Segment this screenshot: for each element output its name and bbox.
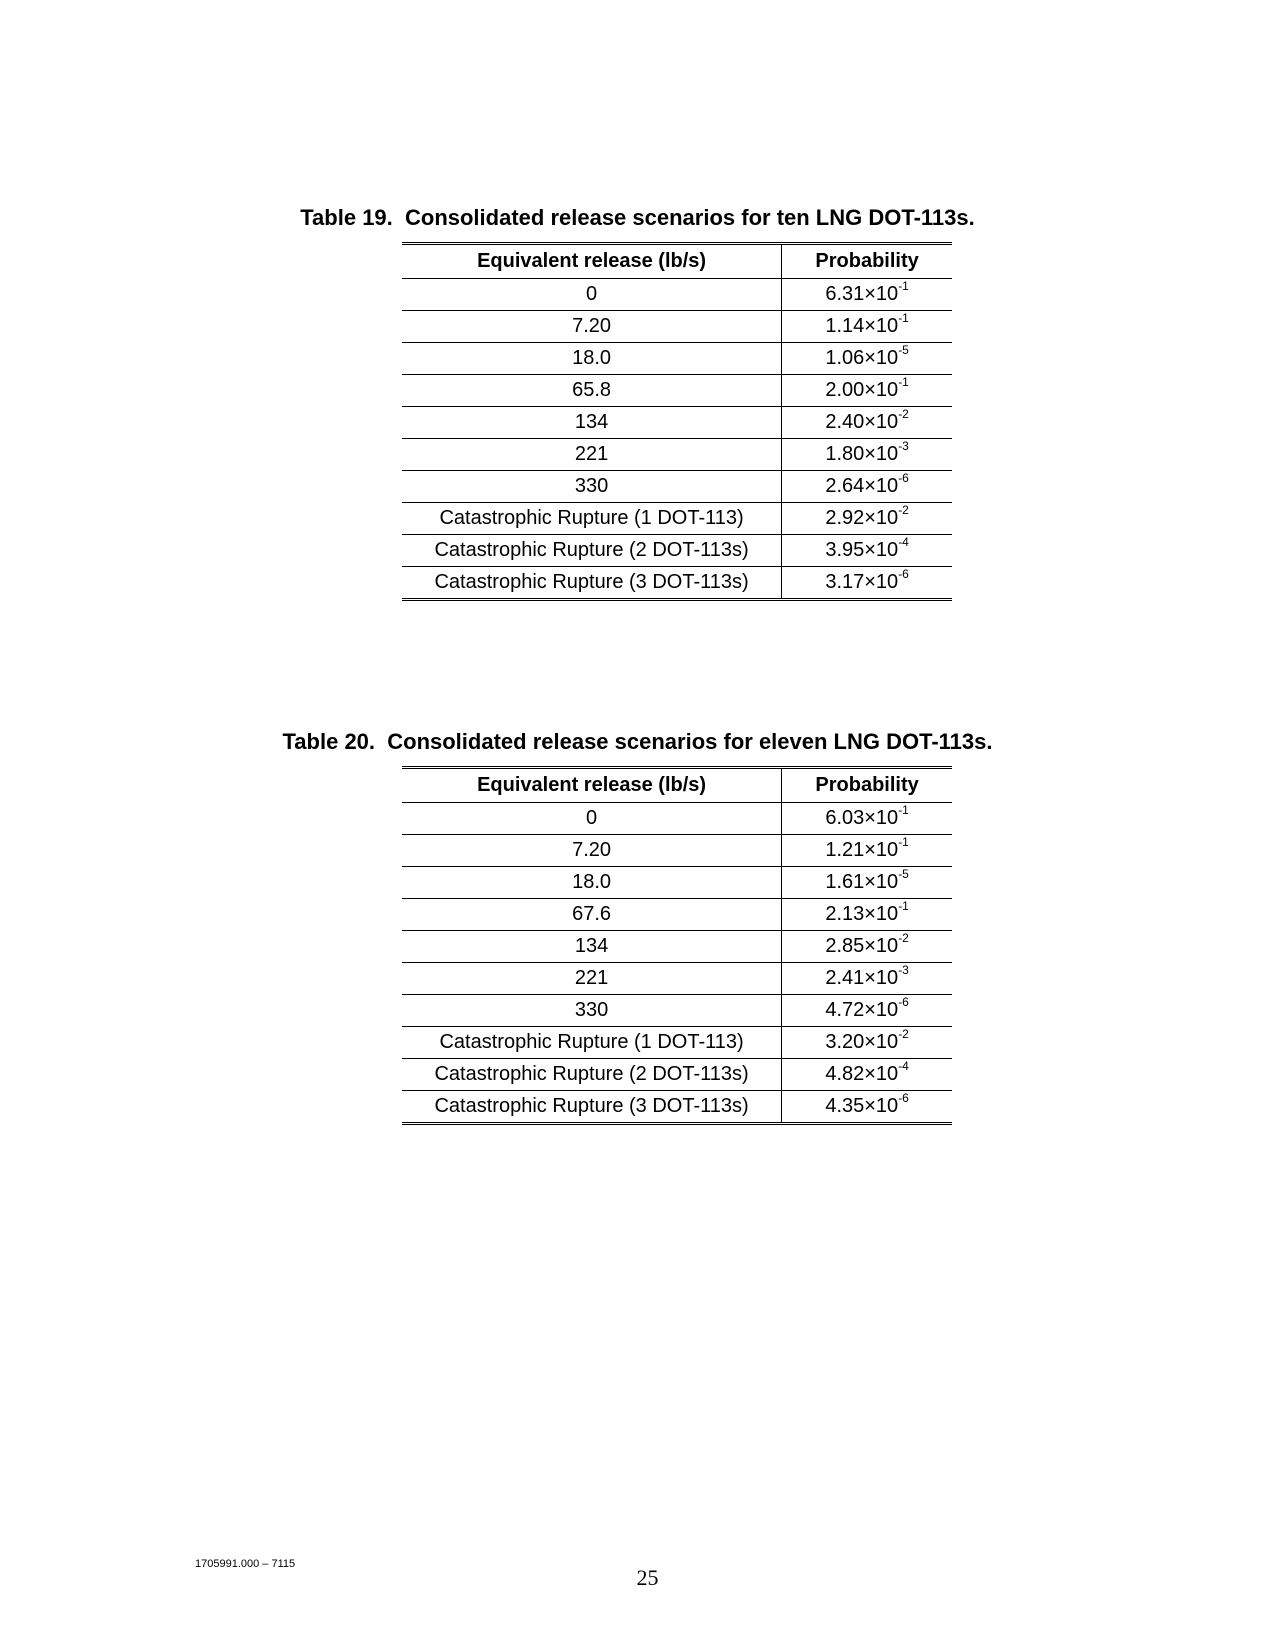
release-cell: 134 xyxy=(402,931,782,963)
probability-mantissa: 1.14×10 xyxy=(825,315,899,337)
probability-mantissa: 6.03×10 xyxy=(825,807,899,829)
table-row xyxy=(402,503,952,535)
probability-mantissa: 4.72×10 xyxy=(825,999,899,1021)
probability-cell xyxy=(782,995,952,1027)
table-19 xyxy=(402,242,952,601)
probability-value xyxy=(825,471,909,497)
table-header-row xyxy=(402,768,952,803)
probability-cell xyxy=(782,567,952,600)
probability-mantissa: 4.35×10 xyxy=(825,1095,899,1117)
probability-value xyxy=(825,963,909,989)
release-cell: Catastrophic Rupture (2 DOT-113s) xyxy=(402,535,782,567)
table-row xyxy=(402,343,952,375)
table-19-wrap xyxy=(402,242,952,601)
probability-cell xyxy=(782,375,952,407)
probability-exponent: -6 xyxy=(898,1091,909,1106)
probability-cell xyxy=(782,503,952,535)
release-cell: 0 xyxy=(402,279,782,311)
probability-cell xyxy=(782,439,952,471)
probability-value xyxy=(825,803,909,829)
probability-cell xyxy=(782,835,952,867)
table-row xyxy=(402,375,952,407)
probability-cell xyxy=(782,1027,952,1059)
probability-exponent: -1 xyxy=(898,899,909,914)
table-20-wrap xyxy=(402,766,952,1125)
table-row xyxy=(402,931,952,963)
probability-value xyxy=(825,931,909,957)
probability-exponent: -5 xyxy=(898,867,909,882)
probability-exponent: -3 xyxy=(898,439,909,454)
table-19-body xyxy=(402,279,952,600)
release-cell: 18.0 xyxy=(402,343,782,375)
probability-cell xyxy=(782,803,952,835)
table-row xyxy=(402,899,952,931)
probability-cell xyxy=(782,279,952,311)
probability-exponent: -4 xyxy=(898,1059,909,1074)
table-row xyxy=(402,1027,952,1059)
table-row xyxy=(402,803,952,835)
probability-mantissa: 2.00×10 xyxy=(825,379,899,401)
release-cell: 7.20 xyxy=(402,835,782,867)
table-header-row xyxy=(402,244,952,279)
probability-mantissa: 1.80×10 xyxy=(825,443,899,465)
header-probability: Probability xyxy=(782,244,952,279)
probability-value xyxy=(825,279,909,305)
release-cell: 18.0 xyxy=(402,867,782,899)
probability-mantissa: 6.31×10 xyxy=(825,283,899,305)
release-cell: 330 xyxy=(402,471,782,503)
probability-value xyxy=(825,535,909,561)
probability-exponent: -2 xyxy=(898,503,909,518)
probability-cell xyxy=(782,311,952,343)
table-20-body xyxy=(402,803,952,1124)
probability-mantissa: 3.95×10 xyxy=(825,539,899,561)
probability-mantissa: 1.61×10 xyxy=(825,871,899,893)
probability-value xyxy=(825,567,909,593)
probability-value xyxy=(825,311,909,337)
release-cell: Catastrophic Rupture (3 DOT-113s) xyxy=(402,567,782,600)
probability-value xyxy=(825,867,909,893)
header-equivalent-release: Equivalent release (lb/s) xyxy=(402,244,782,279)
probability-value xyxy=(825,375,909,401)
probability-exponent: -6 xyxy=(898,995,909,1010)
probability-mantissa: 2.64×10 xyxy=(825,475,899,497)
probability-cell xyxy=(782,407,952,439)
probability-cell xyxy=(782,535,952,567)
header-equivalent-release: Equivalent release (lb/s) xyxy=(402,768,782,803)
release-cell: 134 xyxy=(402,407,782,439)
release-cell: Catastrophic Rupture (1 DOT-113) xyxy=(402,503,782,535)
probability-mantissa: 3.17×10 xyxy=(825,571,899,593)
release-cell: 221 xyxy=(402,963,782,995)
probability-exponent: -2 xyxy=(898,407,909,422)
probability-value xyxy=(825,343,909,369)
probability-exponent: -1 xyxy=(898,803,909,818)
probability-exponent: -6 xyxy=(898,567,909,582)
table-row xyxy=(402,995,952,1027)
table-row xyxy=(402,963,952,995)
probability-cell xyxy=(782,963,952,995)
release-cell: 65.8 xyxy=(402,375,782,407)
probability-mantissa: 4.82×10 xyxy=(825,1063,899,1085)
probability-value xyxy=(825,835,909,861)
probability-mantissa: 2.41×10 xyxy=(825,967,899,989)
table-row xyxy=(402,535,952,567)
release-cell: 7.20 xyxy=(402,311,782,343)
probability-exponent: -2 xyxy=(898,1027,909,1042)
table-row xyxy=(402,471,952,503)
probability-value xyxy=(825,407,909,433)
probability-mantissa: 1.06×10 xyxy=(825,347,899,369)
probability-value xyxy=(825,899,909,925)
probability-mantissa: 3.20×10 xyxy=(825,1031,899,1053)
table-20 xyxy=(402,766,952,1125)
probability-cell xyxy=(782,1091,952,1124)
document-id: 1705991.000 – 7115 xyxy=(195,1558,296,1570)
table-20-caption: Table 20. Consolidated release scenarios for eleven LNG DOT-113s. xyxy=(282,729,993,754)
table-row xyxy=(402,439,952,471)
probability-cell xyxy=(782,899,952,931)
probability-exponent: -1 xyxy=(898,279,909,294)
release-cell: 0 xyxy=(402,803,782,835)
probability-exponent: -2 xyxy=(898,931,909,946)
probability-cell xyxy=(782,1059,952,1091)
release-cell: 67.6 xyxy=(402,899,782,931)
probability-mantissa: 2.40×10 xyxy=(825,411,899,433)
probability-value xyxy=(825,1027,909,1053)
release-cell: Catastrophic Rupture (2 DOT-113s) xyxy=(402,1059,782,1091)
probability-mantissa: 2.85×10 xyxy=(825,935,899,957)
probability-exponent: -3 xyxy=(898,963,909,978)
probability-exponent: -1 xyxy=(898,311,909,326)
release-cell: Catastrophic Rupture (3 DOT-113s) xyxy=(402,1091,782,1124)
probability-value xyxy=(825,1091,909,1117)
table-row xyxy=(402,407,952,439)
probability-value xyxy=(825,439,909,465)
table-row xyxy=(402,835,952,867)
probability-mantissa: 2.13×10 xyxy=(825,903,899,925)
release-cell: Catastrophic Rupture (1 DOT-113) xyxy=(402,1027,782,1059)
table-row xyxy=(402,279,952,311)
probability-exponent: -6 xyxy=(898,471,909,486)
probability-exponent: -1 xyxy=(898,835,909,850)
probability-cell xyxy=(782,471,952,503)
probability-cell xyxy=(782,867,952,899)
page-number: 25 xyxy=(636,1565,659,1590)
probability-exponent: -5 xyxy=(898,343,909,358)
table-row xyxy=(402,1059,952,1091)
probability-value xyxy=(825,1059,909,1085)
release-cell: 330 xyxy=(402,995,782,1027)
probability-cell xyxy=(782,931,952,963)
table-row xyxy=(402,1091,952,1124)
probability-value xyxy=(825,503,909,529)
table-19-caption: Table 19. Consolidated release scenarios for ten LNG DOT-113s. xyxy=(300,205,975,230)
probability-exponent: -1 xyxy=(898,375,909,390)
probability-mantissa: 2.92×10 xyxy=(825,507,899,529)
release-cell: 221 xyxy=(402,439,782,471)
probability-value xyxy=(825,995,909,1021)
probability-mantissa: 1.21×10 xyxy=(825,839,899,861)
probability-cell xyxy=(782,343,952,375)
table-row xyxy=(402,867,952,899)
table-row xyxy=(402,311,952,343)
probability-exponent: -4 xyxy=(898,535,909,550)
table-row xyxy=(402,567,952,600)
header-probability: Probability xyxy=(782,768,952,803)
